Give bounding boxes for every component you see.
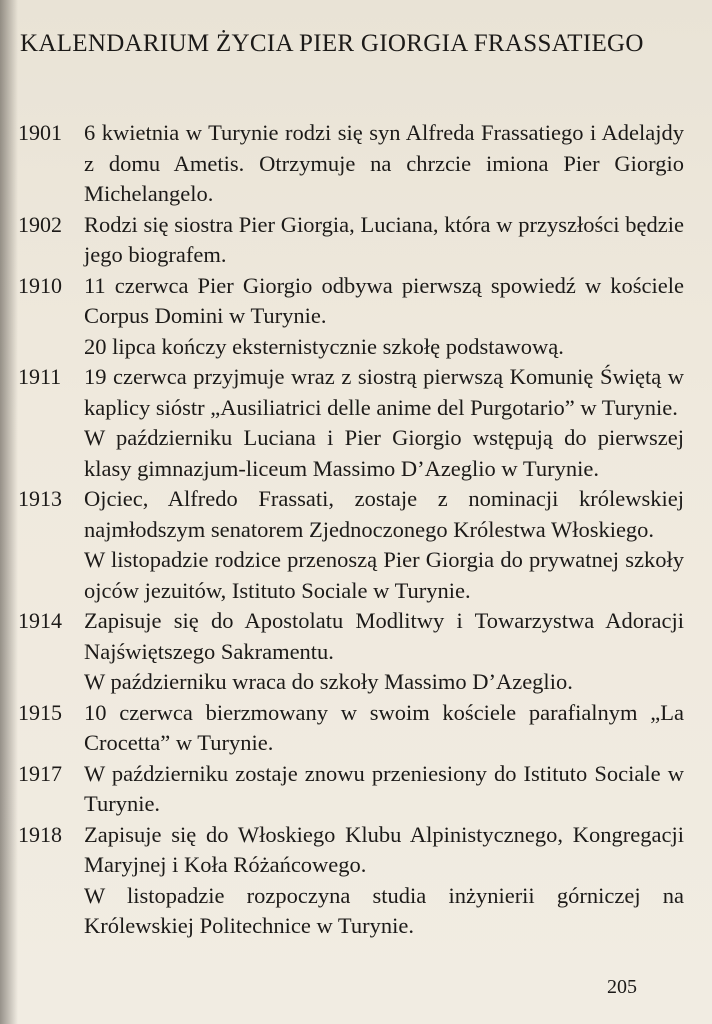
entry-year: 1915 [18, 699, 62, 725]
page-binding-shadow [0, 0, 18, 1024]
entry-paragraph: W listopadzie rodzice przenoszą Pier Giorgia do prywatnej szkoły ojców jezuitów, Istituto Sociale w Turynie. [84, 547, 684, 603]
entry-year: 1913 [18, 486, 62, 511]
page-number: 205 [607, 976, 637, 998]
entry-paragraph: 11 czerwca Pier Giorgio odbywa pierwszą spowiedź w kościele Corpus Domini w Turynie. [84, 272, 684, 328]
timeline-entry [18, 484, 684, 606]
timeline-entry [18, 362, 684, 484]
entry-paragraph: W listopadzie rozpoczyna studia inżynierii górniczej na Królewskiej Politechnice w Turynie. [84, 882, 684, 938]
entry-text [84, 210, 684, 271]
timeline-entry [18, 698, 684, 759]
entry-paragraph: Rodzi się siostra Pier Giorgia, Luciana, która w przyszłości będzie jego biografem. [84, 211, 684, 267]
entry-year: 1918 [18, 821, 62, 847]
entry-year: 1917 [18, 760, 62, 786]
timeline-entry [18, 210, 684, 271]
entry-paragraph: 19 czerwca przyjmuje wraz z siostrą pierwszą Komunię Świętą w kaplicy sióstr „Ausiliatrici delle anime del Purgotario” w Turynie. [84, 364, 684, 420]
timeline-entry [18, 820, 684, 942]
entry-paragraph: 20 lipca kończy eksternistycznie szkołę podstawową. [84, 333, 564, 359]
entry-text [84, 484, 684, 606]
timeline-entry [18, 759, 684, 820]
entry-text [84, 271, 684, 363]
timeline-list [18, 118, 684, 942]
entry-year: 1902 [18, 211, 62, 237]
timeline-entry [18, 606, 684, 698]
entry-text [84, 362, 684, 484]
entry-text [84, 698, 684, 759]
entry-paragraph: Zapisuje się do Apostolatu Modlitwy i Towarzystwa Adoracji Najświętszego Sakramentu. [84, 608, 684, 664]
entry-paragraph: W październiku Luciana i Pier Giorgio wstępują do pierwszej klasy gimnazjum-liceum Massimo D’Azeglio w Turynie. [84, 425, 684, 481]
entry-paragraph: W październiku wraca do szkoły Massimo D’Azeglio. [84, 669, 573, 694]
entry-paragraph: 10 czerwca bierzmowany w swoim kościele parafialnym „La Crocetta” w Turynie. [84, 699, 684, 755]
page-title: KALENDARIUM ŻYCIA PIER GIORGIA FRASSATIEGO [20, 30, 644, 57]
entry-paragraph: 6 kwietnia w Turynie rodzi się syn Alfreda Frassatiego i Adelajdy z domu Ametis. Otrzymuje na chrzcie imiona Pier Giorgio Michelangelo. [84, 120, 684, 206]
entry-paragraph: Ojciec, Alfredo Frassati, zostaje z nominacji królewskiej najmłodszym senatorem Zjednoczonego Królestwa Włoskiego. [84, 486, 684, 542]
entry-paragraph: Zapisuje się do Włoskiego Klubu Alpinistycznego, Kongregacji Maryjnej i Koła Różańcowego. [84, 821, 684, 877]
entry-text [84, 820, 684, 942]
timeline-entry [18, 118, 684, 210]
entry-text [84, 118, 684, 210]
entry-year: 1914 [18, 608, 62, 633]
entry-year: 1911 [18, 364, 62, 389]
entry-year: 1901 [18, 120, 62, 145]
timeline-entry [18, 271, 684, 363]
entry-text [84, 606, 684, 698]
entry-paragraph: W październiku zostaje znowu przeniesiony do Istituto Sociale w Turynie. [84, 760, 684, 816]
entry-year: 1910 [18, 272, 62, 298]
entry-text [84, 759, 684, 820]
